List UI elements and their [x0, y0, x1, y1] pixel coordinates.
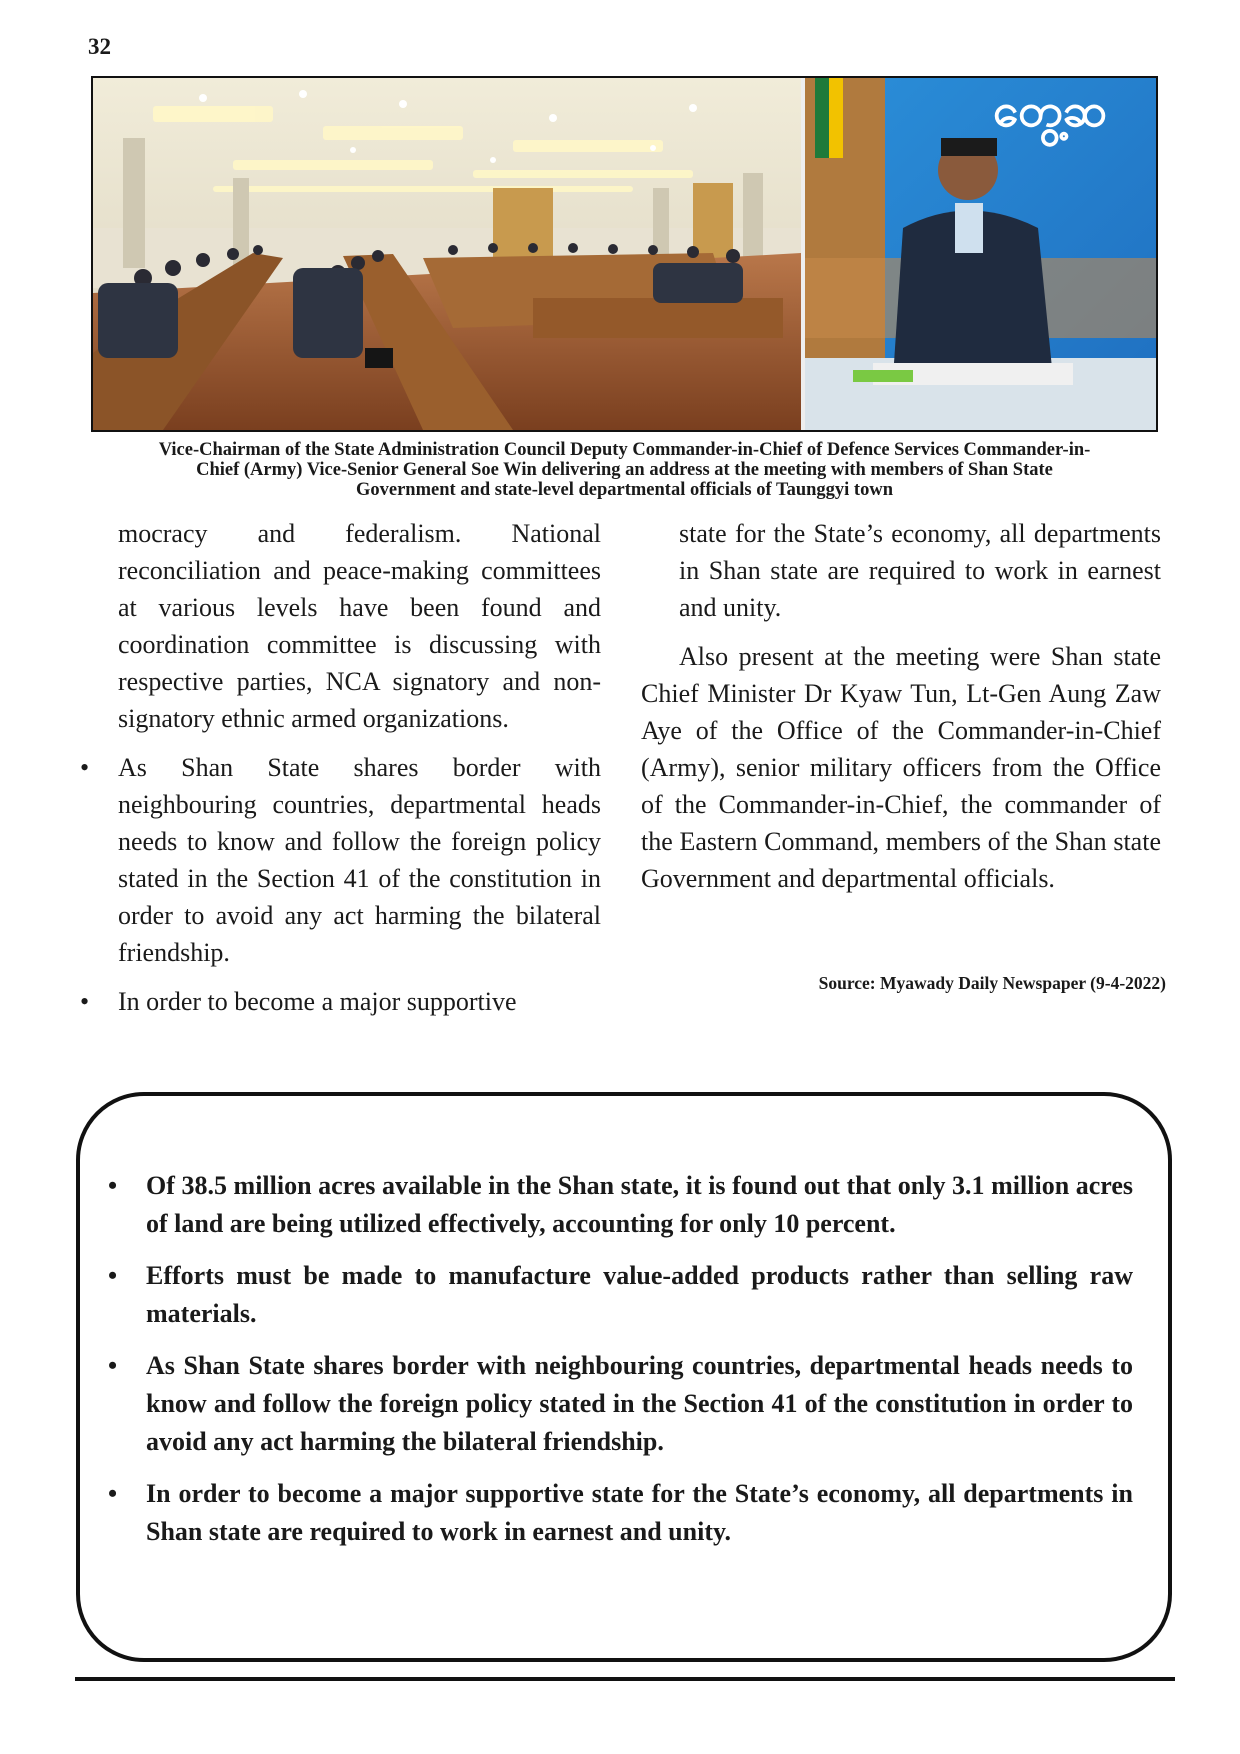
highlight-item	[108, 1347, 1133, 1461]
bullet-supportive-state-start: • In order to become a major supportive	[118, 983, 601, 1020]
bullet-icon: •	[108, 1479, 118, 1508]
bullet-icon: •	[108, 1171, 118, 1200]
bullet-icon: •	[108, 1351, 118, 1380]
bullet-foreign-policy: • As Shan State shares border with neighbouring countries, departmental heads needs to know and follow the foreign policy stated in the Section 41 of the constitution in order to avoid any act harming the bilateral friendship.	[118, 749, 601, 971]
highlight-item	[108, 1475, 1133, 1551]
banner-text: တွေ့ဆ	[993, 83, 1108, 137]
highlights-box	[76, 1092, 1172, 1662]
highlight-text: As Shan State shares border with neighbouring countries, departmental heads needs to know and follow the foreign policy stated in the Section 41 of the constitution in order to avoid any act harming the bilateral friendship.	[146, 1351, 1133, 1456]
photo-caption	[91, 440, 1158, 500]
highlight-item	[108, 1257, 1133, 1333]
highlight-text: Efforts must be made to manufacture value-added products rather than selling raw materials.	[146, 1261, 1133, 1328]
highlights-list	[108, 1167, 1133, 1565]
caption-line: Government and state-level departmental officials of Taunggyi town	[356, 480, 893, 500]
right-column	[641, 515, 1161, 909]
caption-line: Vice-Chairman of the State Administration Council Deputy Commander-in-Chief of Defence Services Commander-in-	[158, 440, 1091, 460]
left-column	[118, 515, 601, 1032]
meeting-photo-illustration	[93, 78, 1156, 430]
bullet-icon: •	[108, 1261, 118, 1290]
bullet-supportive-state-end: state for the State’s economy, all departments in Shan state are required to work in earnest and unity.	[679, 519, 1161, 622]
highlight-text: In order to become a major supportive state for the State’s economy, all departments in Shan state are required to work in earnest and unity.	[146, 1479, 1133, 1546]
footer-rule	[75, 1677, 1175, 1681]
attendees-paragraph: Also present at the meeting were Shan state Chief Minister Dr Kyaw Tun, Lt-Gen Aung Zaw Aye of the Office of the Commander-in-Chief (Army), senior military officers from the Office of the Commander-in-Chief, the commander of the Eastern Command, members of the Shan state Government and departmental officials.	[641, 642, 1161, 893]
page-number: 32	[88, 34, 111, 59]
highlight-item	[108, 1167, 1133, 1243]
continuation-paragraph: mocracy and federalism. National reconciliation and peace-making committees at various levels have been found and coordination committee is discussing with respective parties, NCA signatory and non-signatory ethnic armed organizations.	[118, 519, 601, 733]
meeting-photo	[91, 76, 1158, 432]
source-credit: Source: Myawady Daily Newspaper (9-4-2022)	[818, 973, 1166, 993]
caption-line: Chief (Army) Vice-Senior General Soe Win delivering an address at the meeting with members of Shan State	[196, 460, 1053, 480]
highlight-text: Of 38.5 million acres available in the Shan state, it is found out that only 3.1 million acres of land are being utilized effectively, accounting for only 10 percent.	[146, 1171, 1133, 1238]
